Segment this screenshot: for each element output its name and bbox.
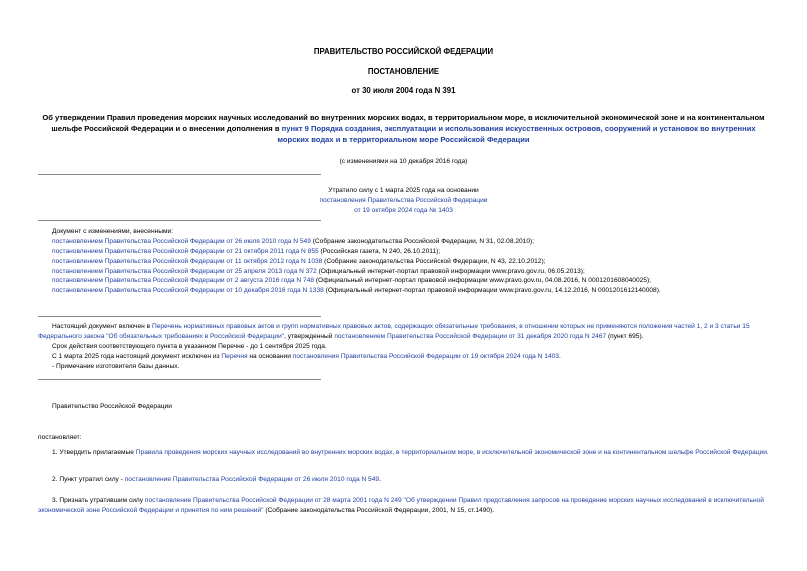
note-decree-link[interactable]: постановления Правительства Российской Федерации от 19 октября 2024 года N 1403	[292, 353, 559, 361]
clause-2: 2. Пункт утратил силу - постановление Правительства Российской Федерации от 26 июля 2010 года N 549.	[52, 476, 381, 483]
repealed-link[interactable]: постановление Правительства Российской Федерации от 26 июля 2010 года N 549	[124, 476, 380, 483]
change-item: постановлением Правительства Российской Федерации от 26 июля 2010 года N 549 (Собрание законодательства Российской Федерации, N 31, 02.08.2010);	[52, 237, 535, 245]
doc-type: ПОСТАНОВЛЕНИЕ	[367, 67, 440, 76]
government-name: Правительство Российской Федерации	[52, 403, 172, 410]
annulled-decree-link[interactable]: постановление Правительства Российской Федерации от 28 марта 2001 года N 249 "Об утверждении Правил представления запросов на проведение морских научных исследований в исключительной экономической зоне Российской Федерации и принятия по ним решений"	[38, 497, 764, 514]
note-deadline: Срок действия соответствующего пункта в указанном Перечне - до 1 сентября 2025 года.	[52, 343, 327, 351]
change-item: постановлением Правительства Российской Федерации от 11 октября 2012 года N 1038 (Собрание законодательства Российской Федерации, N 43, 22.10.2012);	[52, 257, 546, 265]
note-list-link[interactable]: Перечня	[221, 353, 248, 361]
decrees-word: постановляет:	[38, 434, 82, 441]
notes-block	[38, 322, 771, 372]
org-name: ПРАВИТЕЛЬСТВО РОССИЙСКОЙ ФЕДЕРАЦИИ	[313, 47, 494, 56]
changes-heading: Документ с изменениями, внесенными:	[52, 228, 174, 235]
doc-date: от 30 июля 2004 года N 391	[351, 86, 456, 95]
revision-note: (с изменениями на 10 декабря 2016 года)	[339, 158, 468, 165]
change-link[interactable]: постановлением Правительства Российской Федерации от 2 августа 2016 года N 748	[52, 277, 315, 285]
title-link[interactable]: пункт 9 Порядка создания, эксплуатации и использования искусственных островов, сооружений и установок во внутренних морских водах и в территориальном море Российской Федерации	[277, 123, 756, 144]
note-decree-link[interactable]: постановлением Правительства Российской Федерации от 31 декабря 2020 года N 2467	[334, 333, 607, 341]
expired-link-decree[interactable]: постановления Правительства Российской Федерации	[319, 197, 488, 205]
changes-block	[52, 227, 772, 296]
note-included: Настоящий документ включен в Перечень нормативных правовых актов и групп нормативных правовых актов, содержащих обязательные требования, в отношении которых не применяются положения частей 1, 2 и 3 статьи 15 Федерального закона "Об обязательных требованиях в Российской Федерации", утвержденный постановлением Правительства Российской Федерации от 31 декабря 2020 года N 2467 (пункт 695).	[38, 323, 750, 341]
divider	[38, 379, 321, 380]
clause-1: 1. Утвердить прилагаемые Правила проведения морских научных исследований во внутренних морских водах, в территориальном море, в исключительной экономической зоне и на континентальном шельфе Российской Федерации.	[52, 449, 769, 456]
change-item: постановлением Правительства Российской Федерации от 21 октября 2011 года N 855 (Российская газета, N 240, 26.10.2011);	[52, 247, 441, 255]
note-excluded: С 1 марта 2025 года настоящий документ исключен из Перечня на основании постановления Правительства Российской Федерации от 19 октября 2024 года N 1403.	[52, 353, 561, 361]
expired-text: Утратило силу с 1 марта 2025 года на основании	[328, 187, 479, 194]
change-item: постановлением Правительства Российской Федерации от 2 августа 2016 года N 748 (Официальный интернет-портал правовой информации www.pravo.gov.ru, 04.08.2016, N 0001201608040025);	[52, 277, 651, 285]
rules-link[interactable]: Правила проведения морских научных исследований во внутренних морских водах, в территориальном море, в исключительной экономической зоне и на континентальном шельфе Российской Федерации	[135, 449, 767, 456]
divider	[38, 174, 321, 175]
change-link[interactable]: постановлением Правительства Российской Федерации от 10 декабря 2016 года N 1338	[52, 287, 324, 295]
divider	[38, 220, 321, 221]
clause-3: 3. Признать утратившим силу постановление Правительства Российской Федерации от 28 марта 2001 года N 249 "Об утверждении Правил представления запросов на проведение морских научных исследований в исключительной экономической зоне Российской Федерации и принятия по ним решений" (Собрание законодательства Российской Федерации, 2001, N 15, ст.1490).	[38, 497, 764, 514]
expired-link-date[interactable]: от 19 октября 2024 года № 1403	[354, 207, 453, 215]
title-text: Об утверждении Правил проведения морских научных исследований во внутренних морских водах, в территориальном море, в исключительной экономической зоне и на континентальном шельфе Российской Федерации и о внесении дополнения в	[42, 113, 765, 133]
change-item: постановлением Правительства Российской Федерации от 25 апреля 2013 года N 372 (Официальный интернет-портал правовой информации www.pravo.gov.ru, 06.05.2013);	[52, 267, 585, 275]
change-link[interactable]: постановлением Правительства Российской Федерации от 11 октября 2012 года N 1038	[52, 257, 323, 265]
divider	[38, 316, 321, 317]
document-title	[38, 113, 769, 145]
change-item: постановлением Правительства Российской Федерации от 10 декабря 2016 года N 1338 (Официальный интернет-портал правовой информации www.pravo.gov.ru, 14.12.2016, N 0001201612140008).	[52, 287, 661, 295]
expired-block	[0, 186, 807, 217]
change-link[interactable]: постановлением Правительства Российской Федерации от 26 июля 2010 года N 549	[52, 237, 311, 245]
note-db-maker: - Примечание изготовителя базы данных.	[52, 363, 180, 371]
change-link[interactable]: постановлением Правительства Российской Федерации от 21 октября 2011 года N 855	[52, 247, 319, 255]
note-list-link[interactable]: Перечень нормативных правовых актов и групп нормативных правовых актов, содержащих обязательные требования, в отношении которых не применяются положения частей 1, 2 и 3 статьи 15 Федерального закона "Об обязательных требованиях в Российской Федерации"	[38, 323, 750, 341]
change-link[interactable]: постановлением Правительства Российской Федерации от 25 апреля 2013 года N 372	[52, 267, 317, 275]
